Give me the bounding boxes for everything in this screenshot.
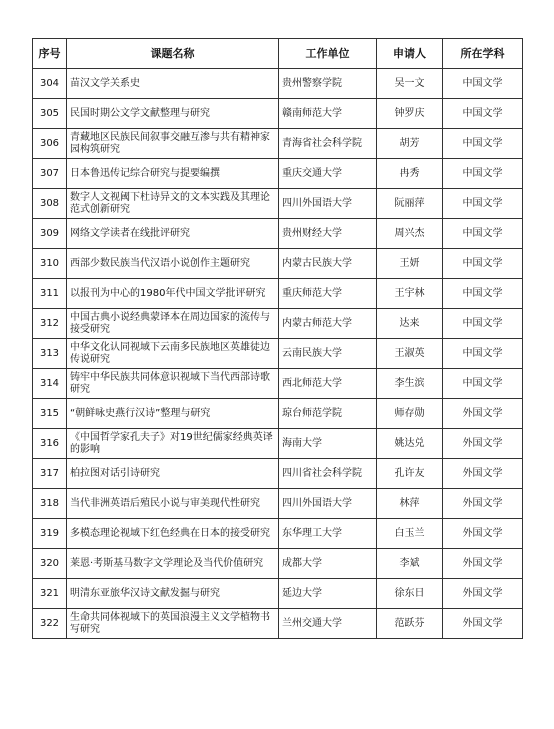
cell-applicant: 姚达兑: [377, 429, 443, 459]
cell-serial-number: 317: [33, 459, 67, 489]
cell-serial-number: 313: [33, 339, 67, 369]
cell-serial-number: 304: [33, 69, 67, 99]
header-row: [33, 39, 523, 69]
cell-discipline: 外国文学: [443, 489, 523, 519]
cell-project-title: 莱恩·考斯基马数字文学理论及当代价值研究: [67, 549, 279, 579]
cell-project-title: 中华文化认同视域下云南多民族地区英雄徒边传说研究: [67, 339, 279, 369]
cell-applicant: 阮丽萍: [377, 189, 443, 219]
cell-discipline: 外国文学: [443, 429, 523, 459]
cell-discipline: 外国文学: [443, 579, 523, 609]
cell-project-title: 苗汉文学关系史: [67, 69, 279, 99]
cell-discipline: 外国文学: [443, 459, 523, 489]
cell-work-unit: 赣南师范大学: [279, 99, 377, 129]
cell-serial-number: 319: [33, 519, 67, 549]
cell-serial-number: 322: [33, 609, 67, 639]
cell-work-unit: 西北师范大学: [279, 369, 377, 399]
table-body: [33, 69, 523, 639]
cell-serial-number: 308: [33, 189, 67, 219]
cell-applicant: 王淑英: [377, 339, 443, 369]
header-serial-number: 序号: [33, 39, 67, 69]
table-row: [33, 459, 523, 489]
cell-work-unit: 四川省社会科学院: [279, 459, 377, 489]
cell-serial-number: 314: [33, 369, 67, 399]
cell-applicant: 钟罗庆: [377, 99, 443, 129]
table-row: [33, 249, 523, 279]
cell-discipline: 中国文学: [443, 189, 523, 219]
cell-project-title: 民国时期公文学文献整理与研究: [67, 99, 279, 129]
cell-work-unit: 琼台师范学院: [279, 399, 377, 429]
cell-work-unit: 兰州交通大学: [279, 609, 377, 639]
cell-discipline: 中国文学: [443, 129, 523, 159]
table-row: [33, 159, 523, 189]
cell-serial-number: 316: [33, 429, 67, 459]
cell-serial-number: 311: [33, 279, 67, 309]
cell-serial-number: 307: [33, 159, 67, 189]
cell-applicant: 吴一文: [377, 69, 443, 99]
cell-project-title: 以报刊为中心的1980年代中国文学批评研究: [67, 279, 279, 309]
cell-work-unit: 重庆师范大学: [279, 279, 377, 309]
cell-discipline: 中国文学: [443, 309, 523, 339]
cell-serial-number: 312: [33, 309, 67, 339]
cell-discipline: 外国文学: [443, 519, 523, 549]
cell-project-title: 明清东亚旅华汉诗文献发掘与研究: [67, 579, 279, 609]
cell-serial-number: 318: [33, 489, 67, 519]
cell-project-title: 铸牢中华民族共同体意识视域下当代西部诗歌研究: [67, 369, 279, 399]
cell-work-unit: 四川外国语大学: [279, 489, 377, 519]
cell-applicant: 胡芳: [377, 129, 443, 159]
cell-work-unit: 海南大学: [279, 429, 377, 459]
cell-applicant: 白玉兰: [377, 519, 443, 549]
cell-serial-number: 305: [33, 99, 67, 129]
cell-project-title: 《中国哲学家孔夫子》对19世纪儒家经典英译的影响: [67, 429, 279, 459]
cell-serial-number: 309: [33, 219, 67, 249]
cell-serial-number: 306: [33, 129, 67, 159]
cell-work-unit: 延边大学: [279, 579, 377, 609]
cell-project-title: 西部少数民族当代汉语小说创作主题研究: [67, 249, 279, 279]
cell-work-unit: 重庆交通大学: [279, 159, 377, 189]
cell-discipline: 中国文学: [443, 99, 523, 129]
table-header: [33, 39, 523, 69]
table-row: [33, 99, 523, 129]
cell-discipline: 外国文学: [443, 399, 523, 429]
cell-work-unit: 云南民族大学: [279, 339, 377, 369]
cell-project-title: 日本鲁迅传记综合研究与提要编撰: [67, 159, 279, 189]
header-applicant: 申请人: [377, 39, 443, 69]
cell-applicant: 冉秀: [377, 159, 443, 189]
cell-work-unit: 内蒙古民族大学: [279, 249, 377, 279]
cell-project-title: 生命共同体视域下的英国浪漫主义文学植物书写研究: [67, 609, 279, 639]
header-work-unit: 工作单位: [279, 39, 377, 69]
cell-applicant: 李生滨: [377, 369, 443, 399]
table-row: [33, 519, 523, 549]
cell-work-unit: 东华理工大学: [279, 519, 377, 549]
cell-project-title: 柏拉图对话引诗研究: [67, 459, 279, 489]
cell-applicant: 王宇林: [377, 279, 443, 309]
cell-serial-number: 320: [33, 549, 67, 579]
cell-discipline: 中国文学: [443, 219, 523, 249]
cell-project-title: 青藏地区民族民间叙事交融互渗与共有精神家园构筑研究: [67, 129, 279, 159]
table-row: [33, 609, 523, 639]
cell-applicant: 李斌: [377, 549, 443, 579]
cell-discipline: 中国文学: [443, 159, 523, 189]
cell-discipline: 中国文学: [443, 69, 523, 99]
cell-work-unit: 成都大学: [279, 549, 377, 579]
cell-applicant: 周兴杰: [377, 219, 443, 249]
cell-discipline: 中国文学: [443, 339, 523, 369]
cell-work-unit: 贵州财经大学: [279, 219, 377, 249]
table-row: [33, 309, 523, 339]
table-row: [33, 399, 523, 429]
table-row: [33, 339, 523, 369]
table-row: [33, 189, 523, 219]
cell-applicant: 范跃芬: [377, 609, 443, 639]
cell-discipline: 中国文学: [443, 369, 523, 399]
table-row: [33, 489, 523, 519]
cell-work-unit: 四川外国语大学: [279, 189, 377, 219]
table-row: [33, 69, 523, 99]
table-row: [33, 549, 523, 579]
cell-work-unit: 内蒙古师范大学: [279, 309, 377, 339]
cell-applicant: 师存勋: [377, 399, 443, 429]
table-row: [33, 279, 523, 309]
cell-work-unit: 青海省社会科学院: [279, 129, 377, 159]
cell-project-title: 网络文学读者在线批评研究: [67, 219, 279, 249]
table-row: [33, 579, 523, 609]
table-row: [33, 219, 523, 249]
cell-discipline: 外国文学: [443, 609, 523, 639]
table-row: [33, 429, 523, 459]
cell-applicant: 达来: [377, 309, 443, 339]
table-row: [33, 129, 523, 159]
cell-applicant: 孔许友: [377, 459, 443, 489]
cell-discipline: 中国文学: [443, 249, 523, 279]
table-row: [33, 369, 523, 399]
cell-applicant: 徐东日: [377, 579, 443, 609]
cell-project-title: 数字人文视阈下杜诗异文的文本实践及其理论范式创新研究: [67, 189, 279, 219]
cell-discipline: 中国文学: [443, 279, 523, 309]
project-table: [32, 38, 523, 639]
cell-project-title: 中国古典小说经典蒙译本在周边国家的流传与接受研究: [67, 309, 279, 339]
cell-serial-number: 321: [33, 579, 67, 609]
header-project-title: 课题名称: [67, 39, 279, 69]
cell-applicant: 林萍: [377, 489, 443, 519]
header-discipline: 所在学科: [443, 39, 523, 69]
cell-project-title: 多模态理论视域下红色经典在日本的接受研究: [67, 519, 279, 549]
cell-discipline: 外国文学: [443, 549, 523, 579]
cell-project-title: 当代非洲英语后殖民小说与审美现代性研究: [67, 489, 279, 519]
cell-serial-number: 315: [33, 399, 67, 429]
cell-serial-number: 310: [33, 249, 67, 279]
cell-project-title: “朝鲜咏史燕行汉诗”整理与研究: [67, 399, 279, 429]
cell-work-unit: 贵州警察学院: [279, 69, 377, 99]
cell-applicant: 王妍: [377, 249, 443, 279]
